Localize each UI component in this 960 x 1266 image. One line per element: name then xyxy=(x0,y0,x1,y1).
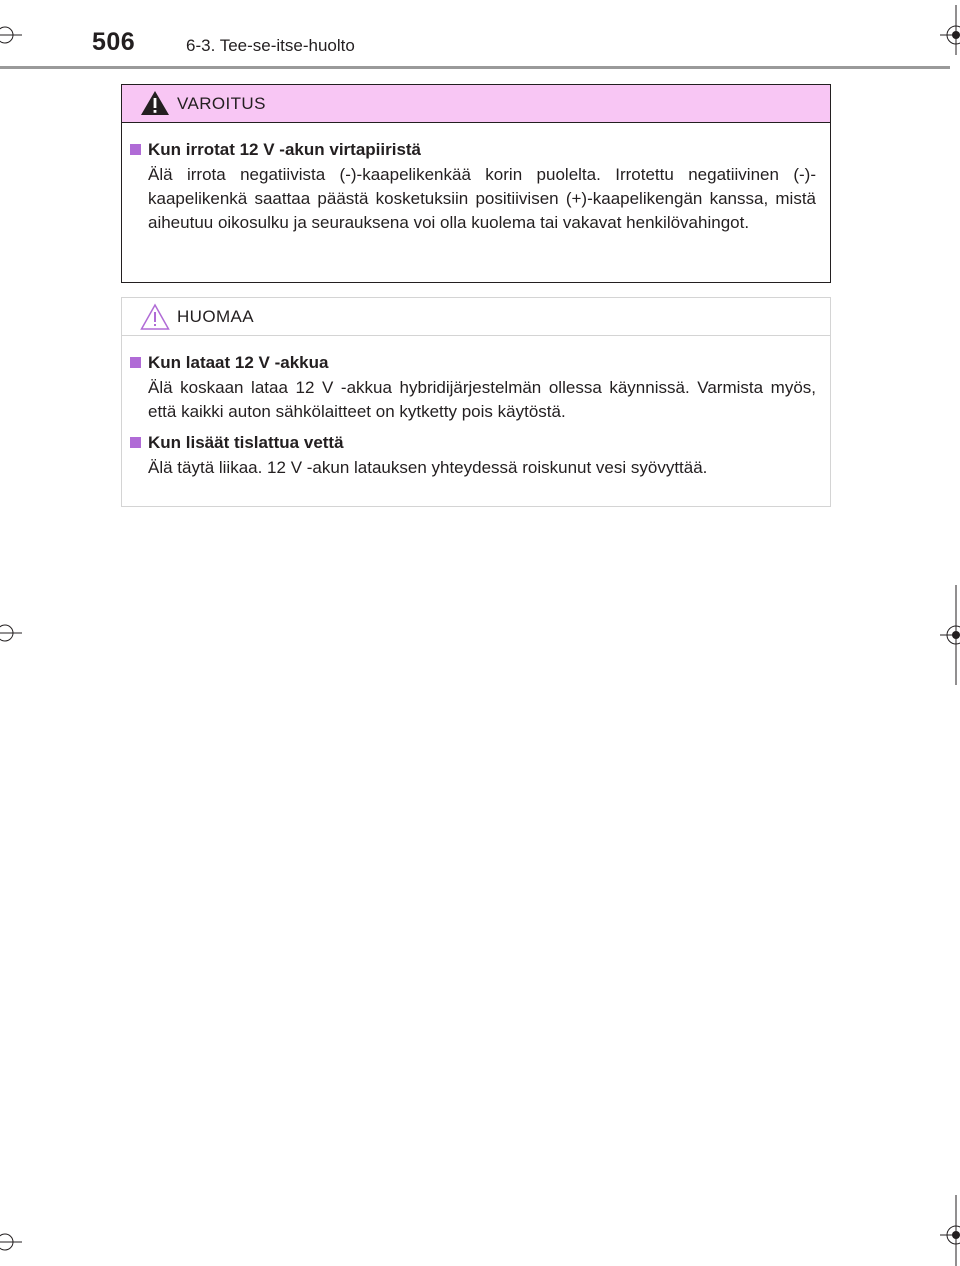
header-divider xyxy=(0,66,950,69)
notice-item-text: Älä koskaan lataa 12 V -akkua hybridijärjestelmän ollessa käynnissä. Varmista myös, että kaikki auton sähkölaitteet on kytketty pois käytöstä. xyxy=(148,378,816,421)
warning-title: VAROITUS xyxy=(177,94,266,113)
crop-mark-bottom-right xyxy=(930,1195,960,1266)
notice-item xyxy=(128,432,816,480)
notice-item-heading: Kun lisäät tislattua vettä xyxy=(128,432,816,454)
page-number: 506 xyxy=(92,28,136,56)
notice-header xyxy=(122,298,830,336)
notice-item xyxy=(128,352,816,424)
bullet-square-icon xyxy=(130,357,141,368)
crop-mark-bottom-left xyxy=(0,1225,30,1266)
crop-mark-top-left xyxy=(0,15,30,55)
warning-header xyxy=(122,85,830,123)
notice-box xyxy=(121,297,831,507)
notice-item-text: Älä täytä liikaa. 12 V -akun latauksen yhteydessä roiskunut vesi syövyttää. xyxy=(148,458,708,477)
warning-item xyxy=(128,139,816,235)
bullet-square-icon xyxy=(130,144,141,155)
warning-item-heading: Kun irrotat 12 V -akun virtapiiristä xyxy=(128,139,816,161)
warning-box xyxy=(121,84,831,283)
bullet-square-icon xyxy=(130,437,141,448)
warning-item-text: Älä irrota negatiivista (-)-kaapelikenkää korin puolelta. Irrotettu negatiivinen (-)-kaapelikenkä saattaa päästä kosketuksiin positiivisen (+)-kaapelikengän kanssa, mistä aiheutuu oikosulku ja seurauksena voi olla kuolema tai vakavat henkilövahingot. xyxy=(148,165,816,232)
crop-mark-mid-right xyxy=(930,585,960,685)
caution-triangle-outline-icon xyxy=(140,303,170,331)
notice-title: HUOMAA xyxy=(177,307,255,326)
warning-triangle-icon xyxy=(140,90,170,116)
crop-mark-mid-left xyxy=(0,618,30,648)
section-title: 6-3. Tee-se-itse-huolto xyxy=(186,36,355,55)
notice-item-heading: Kun lataat 12 V -akkua xyxy=(128,352,816,374)
crop-mark-top-right xyxy=(930,5,960,55)
